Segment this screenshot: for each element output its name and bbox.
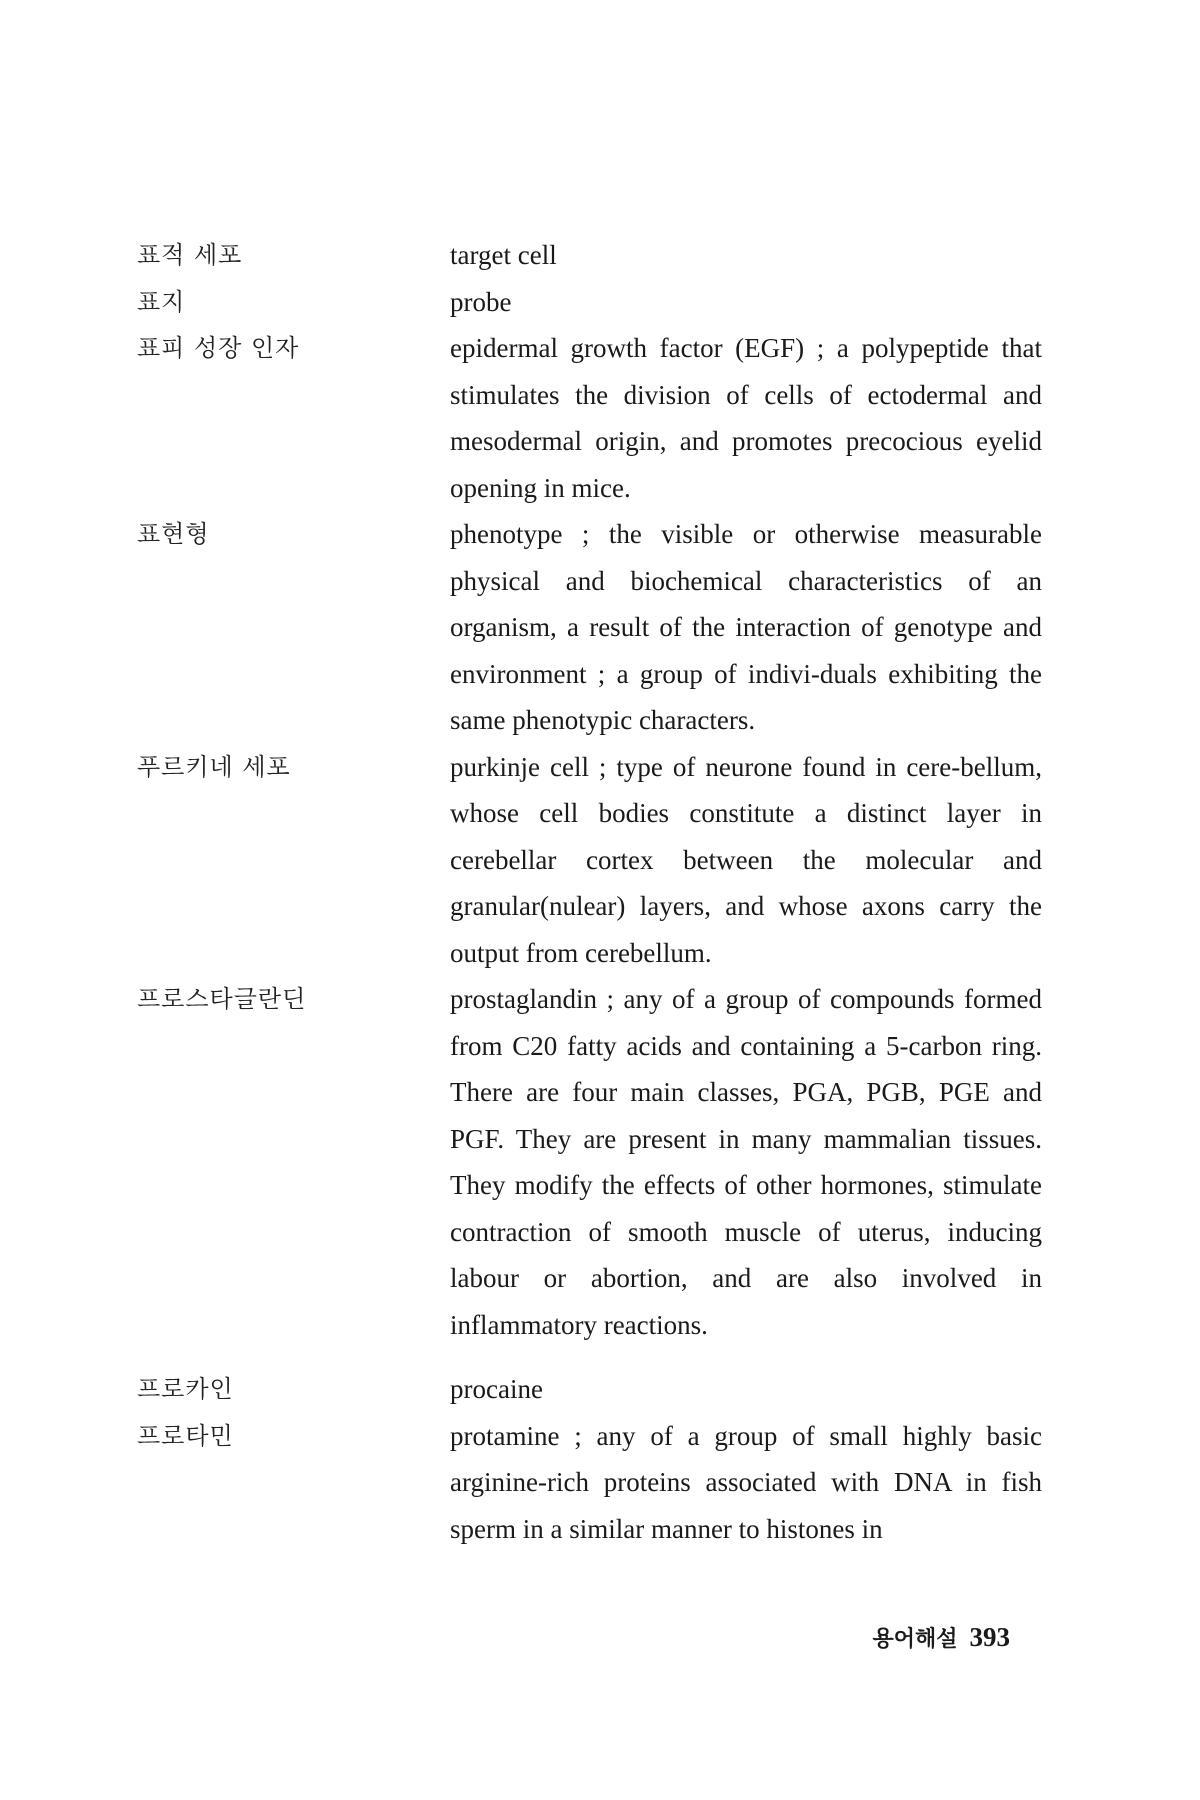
entry-definition: probe [450,286,512,317]
footer-section-label: 용어해설 [872,1627,958,1652]
entry-definition: phenotype ; the visible or otherwise measurable physical and biochemical characteristics of an organism, a result of the interaction of genotype and environment ; a group of indivi-duals exhibiting the same phenotypic characters. [450,519,1042,735]
entry-term: 푸르키네 세포 [137,752,291,781]
entry-term: 프로스타글란딘 [137,985,307,1013]
entry-term: 표지 [137,287,186,316]
entry-term: 표현형 [137,520,210,548]
glossary-entry [137,744,1042,977]
entry-term: 표피 성장 인자 [137,334,300,362]
page-number: 393 [969,1622,1010,1652]
glossary-entry [137,976,1042,1348]
page-footer [872,1622,1010,1653]
glossary-entry [137,1413,1042,1553]
glossary-entry [137,1366,1042,1413]
entry-definition: purkinje cell ; type of neurone found in cere-bellum, whose cell bodies constitute a distinct layer in cerebellar cortex between the molecular and granular(nulear) layers, and whose axons carry the output from cerebellum. [450,751,1042,968]
entry-definition: prostaglandin ; any of a group of compounds formed from C20 fatty acids and containing a 5-carbon ring. There are four main classes, PGA, PGB, PGE and PGF. They are present in many mammalian tissues. They modify the effects of other hormones, stimulate contraction of smooth muscle of uterus, inducing labour or abortion, and are also involved in inflammatory reactions. [450,984,1042,1340]
glossary-entry [137,511,1042,744]
entry-term: 프로타민 [137,1421,234,1450]
entry-definition: epidermal growth factor (EGF) ; a polypeptide that stimulates the division of cells of ectodermal and mesodermal origin, and promotes precocious eyelid opening in mice. [450,333,1042,503]
glossary-entry [137,325,1042,511]
entry-term: 프로카인 [137,1375,234,1403]
glossary-list [137,232,1042,1552]
entry-definition: procaine [450,1374,543,1404]
entry-term: 표적 세포 [137,241,243,269]
glossary-entry [137,232,1042,279]
glossary-entry [137,279,1042,326]
entry-definition: target cell [450,240,557,270]
entry-definition: protamine ; any of a group of small highly basic arginine-rich proteins associated with DNA in fish sperm in a similar manner to histones in [450,1420,1042,1544]
